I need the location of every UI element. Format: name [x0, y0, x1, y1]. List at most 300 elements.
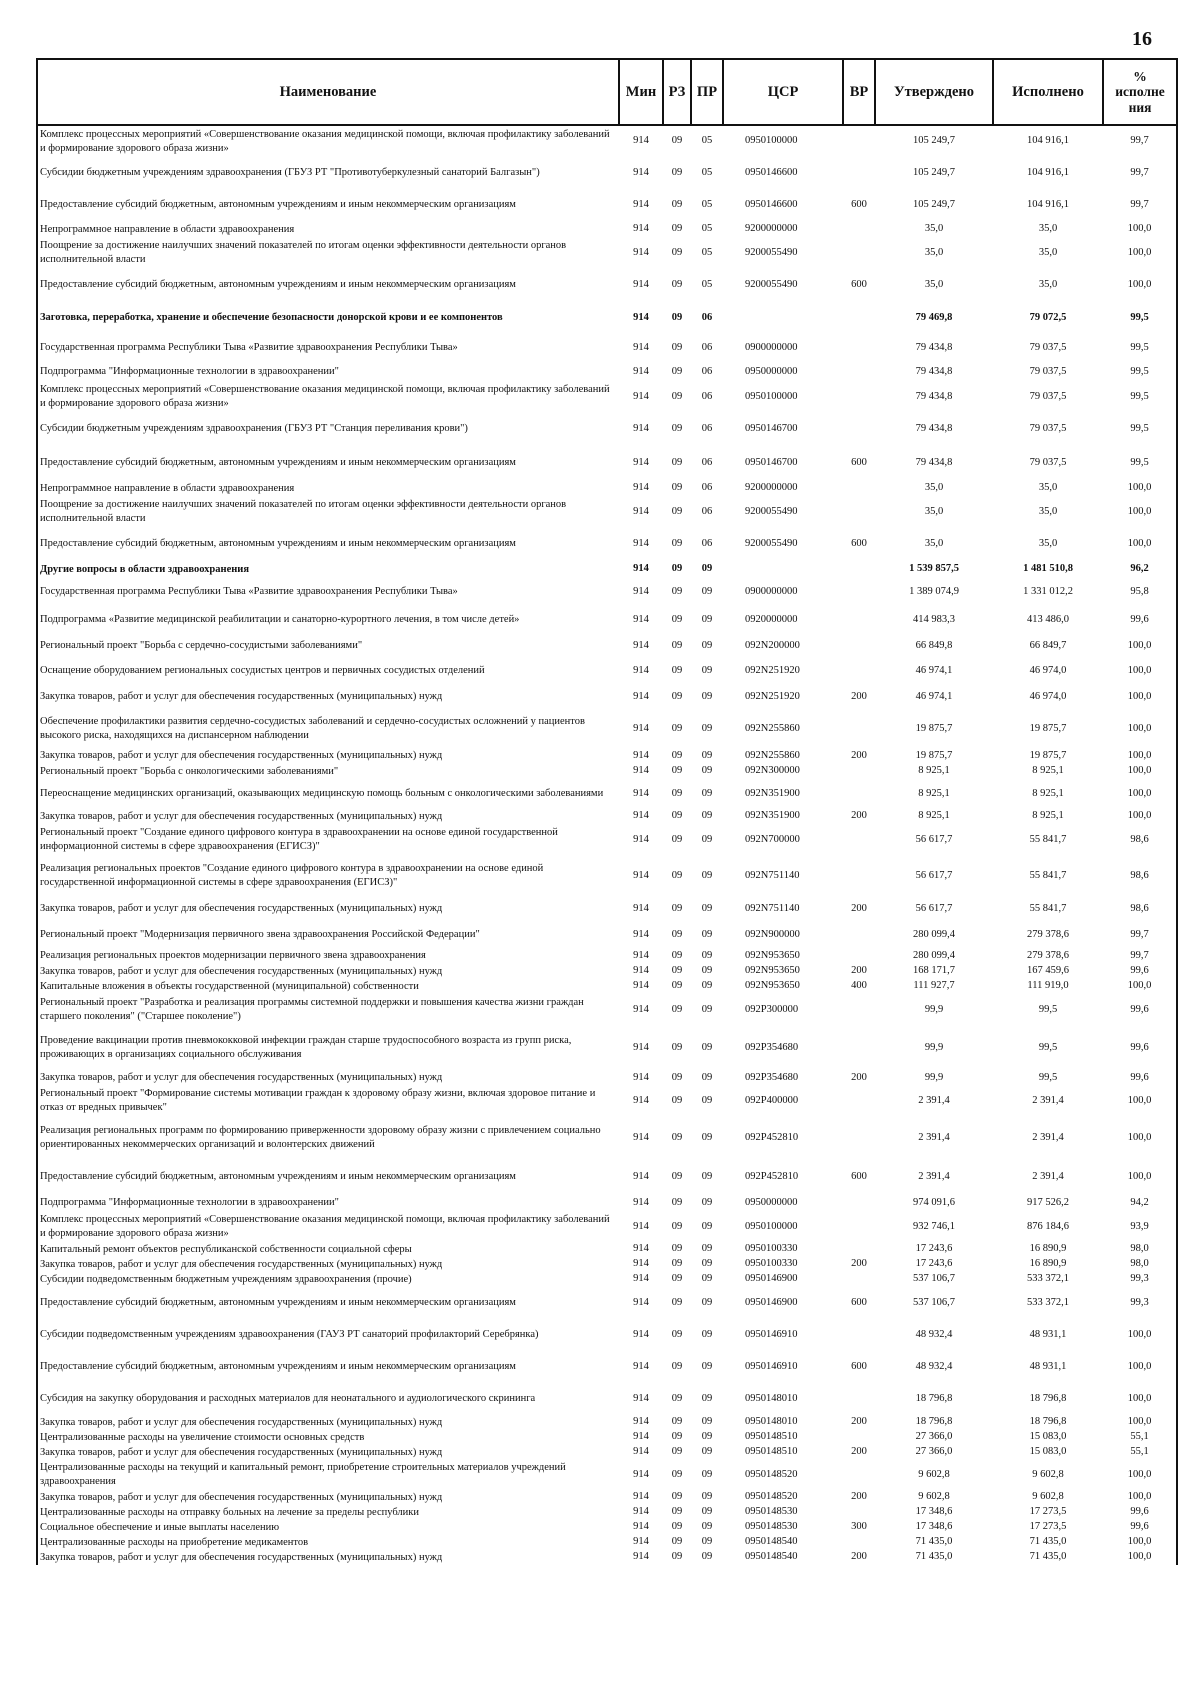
row-vr	[843, 1430, 875, 1445]
row-executed: 15 083,0	[1029, 1431, 1067, 1443]
row-name: Подпрограмма «Развитие медицинской реабилитации и санаторно-курортного лечения, в том числе детей»	[37, 606, 619, 634]
table-row	[37, 527, 1177, 561]
row-executed: 71 435,0	[1029, 1551, 1067, 1563]
row-percent: 99,6	[1103, 1070, 1177, 1086]
row-approved: 35,0	[924, 482, 944, 494]
row-percent: 100,0	[1103, 1319, 1177, 1351]
table-row	[37, 824, 1177, 856]
table-row	[37, 1505, 1177, 1520]
page-number: 16	[1132, 28, 1152, 50]
row-min: 914	[633, 135, 649, 147]
row-vr: 600	[851, 537, 867, 549]
row-executed: 79 037,5	[1029, 390, 1067, 402]
row-pr: 05	[701, 246, 713, 258]
row-pr: 09	[701, 928, 713, 940]
row-rz: 09	[671, 980, 683, 992]
row-executed: 8 925,1	[1032, 765, 1064, 777]
header-approved: Утверждено	[875, 59, 993, 125]
row-pr: 09	[701, 722, 713, 734]
row-rz: 09	[671, 1506, 683, 1518]
row-vr	[843, 994, 875, 1026]
row-csr: 0950146900	[745, 1296, 798, 1308]
table-row	[37, 994, 1177, 1026]
row-name: Региональный проект "Борьба с сердечно-сосудистыми заболеваниями"	[37, 634, 619, 658]
row-min: 914	[633, 1170, 649, 1182]
row-pr: 06	[701, 365, 713, 377]
row-rz: 09	[671, 1416, 683, 1428]
row-percent: 98,0	[1103, 1257, 1177, 1272]
row-name: Комплекс процессных мероприятий «Совершенствование оказания медицинской помощи, включая профилактику заболеваний и формирование здорового образа жизни»	[37, 1212, 619, 1242]
row-csr: 0950148530	[745, 1521, 798, 1533]
row-executed: 8 925,1	[1032, 787, 1064, 799]
row-csr: 0920000000	[745, 613, 798, 625]
row-vr	[843, 1272, 875, 1287]
row-pr: 09	[701, 1392, 713, 1404]
row-vr: 200	[851, 1446, 867, 1458]
row-executed: 111 919,0	[1027, 980, 1069, 992]
row-rz: 09	[671, 749, 683, 761]
row-approved: 46 974,1	[915, 664, 953, 676]
row-vr	[843, 497, 875, 527]
row-percent: 99,7	[1103, 157, 1177, 189]
row-pr: 09	[701, 1360, 713, 1372]
table-row	[37, 334, 1177, 362]
row-percent: 100,0	[1103, 979, 1177, 994]
table-row	[37, 1116, 1177, 1160]
row-executed: 55 841,7	[1029, 833, 1067, 845]
row-pr: 06	[701, 505, 713, 517]
row-pr: 09	[701, 1258, 713, 1270]
row-vr	[843, 1319, 875, 1351]
row-vr: 600	[851, 456, 867, 468]
row-executed: 16 890,9	[1029, 1243, 1067, 1255]
row-csr: 0950146600	[745, 166, 798, 178]
row-rz: 09	[671, 869, 683, 881]
row-csr: 092N751140	[745, 869, 800, 881]
row-percent: 100,0	[1103, 634, 1177, 658]
row-rz: 09	[671, 639, 683, 651]
table-row	[37, 362, 1177, 382]
row-min: 914	[633, 1094, 649, 1106]
row-csr: 0950146700	[745, 456, 798, 468]
row-percent: 99,6	[1103, 606, 1177, 634]
row-min: 914	[633, 949, 649, 961]
table-row	[37, 480, 1177, 497]
row-approved: 79 434,8	[915, 456, 953, 468]
row-pr: 09	[701, 1431, 713, 1443]
table-row	[37, 302, 1177, 334]
row-executed: 55 841,7	[1029, 869, 1067, 881]
row-vr: 200	[851, 902, 867, 914]
table-row	[37, 809, 1177, 824]
row-approved: 99,9	[924, 1041, 944, 1053]
row-vr: 200	[851, 1416, 867, 1428]
row-min: 914	[633, 869, 649, 881]
row-percent: 99,6	[1103, 994, 1177, 1026]
table-row	[37, 1415, 1177, 1430]
row-rz: 09	[671, 1328, 683, 1340]
row-percent: 99,3	[1103, 1287, 1177, 1319]
row-csr: 9200055490	[745, 505, 798, 517]
row-name: Подпрограмма "Информационные технологии в здравоохранении"	[37, 362, 619, 382]
table-row	[37, 578, 1177, 606]
row-name: Оснащение оборудованием региональных сосудистых центров и первичных сосудистых отделений	[37, 658, 619, 684]
row-executed: 9 602,8	[1032, 1468, 1064, 1480]
row-pr: 09	[701, 563, 713, 575]
row-pr: 09	[701, 613, 713, 625]
row-executed: 279 378,6	[1027, 949, 1069, 961]
row-percent: 100,0	[1103, 1086, 1177, 1116]
header-pr: ПР	[691, 59, 723, 125]
row-csr: 092P452810	[745, 1131, 799, 1143]
row-percent: 99,5	[1103, 334, 1177, 362]
row-vr: 200	[851, 1491, 867, 1503]
row-pr: 05	[701, 278, 713, 290]
row-percent: 99,5	[1103, 382, 1177, 412]
header-vr: ВР	[843, 59, 875, 125]
row-min: 914	[633, 1536, 649, 1548]
row-pr: 09	[701, 1170, 713, 1182]
row-percent: 99,7	[1103, 125, 1177, 157]
row-min: 914	[633, 278, 649, 290]
row-name: Переоснащение медицинских организаций, оказывающих медицинскую помощь больным с онкологическими заболеваниями	[37, 779, 619, 809]
row-vr	[843, 578, 875, 606]
row-pr: 05	[701, 198, 713, 210]
row-pr: 09	[701, 1446, 713, 1458]
table-row	[37, 1430, 1177, 1445]
row-csr: 092N300000	[745, 765, 800, 777]
row-vr	[843, 606, 875, 634]
row-min: 914	[633, 664, 649, 676]
table-row	[37, 268, 1177, 302]
row-min: 914	[633, 1243, 649, 1255]
row-rz: 09	[671, 949, 683, 961]
row-approved: 8 925,1	[918, 787, 950, 799]
table-header	[37, 59, 1177, 125]
row-rz: 09	[671, 1196, 683, 1208]
row-name: Предоставление субсидий бюджетным, автономным учреждениям и иным некоммерческим организациям	[37, 189, 619, 221]
row-percent: 100,0	[1103, 684, 1177, 710]
row-name: Централизованные расходы на увеличение стоимости основных средств	[37, 1430, 619, 1445]
table-row	[37, 1490, 1177, 1505]
row-name: Предоставление субсидий бюджетным, автономным учреждениям и иным некоммерческим организациям	[37, 1287, 619, 1319]
row-name: Реализация региональных программ по формированию приверженности здоровому образу жизни с привлечением социально ориентированных некоммерческих организаций и волонтерских движений	[37, 1116, 619, 1160]
row-vr	[843, 1460, 875, 1490]
row-approved: 414 983,3	[913, 613, 955, 625]
row-min: 914	[633, 456, 649, 468]
row-csr: 0950000000	[745, 1196, 798, 1208]
row-percent: 99,5	[1103, 302, 1177, 334]
row-vr: 200	[851, 1258, 867, 1270]
row-pr: 09	[701, 949, 713, 961]
row-pr: 09	[701, 1468, 713, 1480]
table-row	[37, 1287, 1177, 1319]
row-executed: 16 890,9	[1029, 1258, 1067, 1270]
row-csr: 092N351900	[745, 787, 800, 799]
row-approved: 168 171,7	[913, 965, 955, 977]
row-pr: 09	[701, 1416, 713, 1428]
row-vr: 200	[851, 749, 867, 761]
row-pr: 09	[701, 980, 713, 992]
row-name: Закупка товаров, работ и услуг для обеспечения государственных (муниципальных) нужд	[37, 1490, 619, 1505]
row-csr: 0950148520	[745, 1491, 798, 1503]
row-vr	[843, 561, 875, 578]
header-rz: РЗ	[663, 59, 691, 125]
row-approved: 35,0	[924, 505, 944, 517]
row-pr: 09	[701, 1041, 713, 1053]
row-percent: 93,9	[1103, 1212, 1177, 1242]
row-name: Подпрограмма "Информационные технологии в здравоохранении"	[37, 1194, 619, 1212]
row-executed: 99,5	[1038, 1041, 1058, 1053]
table-row	[37, 412, 1177, 446]
row-approved: 35,0	[924, 278, 944, 290]
row-rz: 09	[671, 1446, 683, 1458]
row-name: Государственная программа Республики Тыва «Развитие здравоохранения Республики Тыва»	[37, 578, 619, 606]
row-name: Проведение вакцинации против пневмококковой инфекции граждан старше трудоспособного возраста из групп риска, проживающих в организациях социального обслуживания	[37, 1026, 619, 1070]
row-name: Региональный проект "Создание единого цифрового контура в здравоохранении на основе единой государственной информационной системы в сфере здравоохранения (ЕГИСЗ)"	[37, 824, 619, 856]
row-percent: 100,0	[1103, 480, 1177, 497]
row-approved: 79 434,8	[915, 422, 953, 434]
row-vr	[843, 1116, 875, 1160]
table-row	[37, 1520, 1177, 1535]
row-name: Субсидии подведомственным учреждениям здравоохранения (ГАУЗ РТ санаторий профилакторий Серебрянка)	[37, 1319, 619, 1351]
row-pr: 09	[701, 810, 713, 822]
row-csr: 0950100330	[745, 1243, 798, 1255]
row-approved: 71 435,0	[915, 1536, 953, 1548]
row-vr: 600	[851, 1296, 867, 1308]
row-percent: 94,2	[1103, 1194, 1177, 1212]
header-percent-line3: ния	[1128, 99, 1152, 115]
table-row	[37, 238, 1177, 268]
table-row	[37, 1242, 1177, 1257]
row-pr: 05	[701, 135, 713, 147]
row-approved: 105 249,7	[913, 166, 955, 178]
header-csr: ЦСР	[723, 59, 843, 125]
row-executed: 533 372,1	[1027, 1273, 1069, 1285]
row-csr: 0950100000	[745, 135, 798, 147]
row-executed: 79 037,5	[1029, 456, 1067, 468]
row-pr: 06	[701, 311, 713, 323]
table-row	[37, 1212, 1177, 1242]
row-rz: 09	[671, 902, 683, 914]
row-rz: 09	[671, 563, 683, 575]
row-min: 914	[633, 810, 649, 822]
row-name: Централизованные расходы на отправку больных на лечение за пределы республики	[37, 1505, 619, 1520]
row-pr: 09	[701, 1071, 713, 1083]
row-executed: 876 184,6	[1027, 1220, 1069, 1232]
row-percent: 99,7	[1103, 948, 1177, 964]
row-csr: 092P400000	[745, 1094, 799, 1106]
row-min: 914	[633, 505, 649, 517]
row-executed: 917 526,2	[1027, 1196, 1069, 1208]
row-pr: 09	[701, 1506, 713, 1518]
row-approved: 9 602,8	[918, 1491, 950, 1503]
table-row	[37, 634, 1177, 658]
row-vr: 600	[851, 1170, 867, 1182]
row-pr: 09	[701, 1243, 713, 1255]
row-csr: 0900000000	[745, 341, 798, 353]
row-min: 914	[633, 1416, 649, 1428]
row-approved: 2 391,4	[918, 1170, 950, 1182]
row-vr: 600	[851, 278, 867, 290]
row-approved: 17 348,6	[915, 1521, 953, 1533]
table-row	[37, 1272, 1177, 1287]
row-approved: 8 925,1	[918, 810, 950, 822]
row-pr: 09	[701, 902, 713, 914]
row-approved: 17 243,6	[915, 1243, 953, 1255]
row-name: Заготовка, переработка, хранение и обеспечение безопасности донорской крови и ее компонентов	[37, 302, 619, 334]
row-percent: 99,6	[1103, 1026, 1177, 1070]
row-rz: 09	[671, 365, 683, 377]
row-name: Комплекс процессных мероприятий «Совершенствование оказания медицинской помощи, включая профилактику заболеваний и формирование здорового образа жизни»	[37, 382, 619, 412]
row-csr	[723, 561, 843, 578]
row-percent: 100,0	[1103, 1383, 1177, 1415]
row-percent: 100,0	[1103, 1415, 1177, 1430]
table-row	[37, 189, 1177, 221]
row-vr	[843, 480, 875, 497]
row-vr	[843, 362, 875, 382]
row-name: Закупка товаров, работ и услуг для обеспечения государственных (муниципальных) нужд	[37, 809, 619, 824]
row-rz: 09	[671, 456, 683, 468]
row-min: 914	[633, 1360, 649, 1372]
row-name: Закупка товаров, работ и услуг для обеспечения государственных (муниципальных) нужд	[37, 1257, 619, 1272]
row-vr: 200	[851, 690, 867, 702]
row-pr: 09	[701, 1551, 713, 1563]
row-csr: 0950146910	[745, 1328, 798, 1340]
row-vr	[843, 1535, 875, 1550]
table-row	[37, 979, 1177, 994]
row-min: 914	[633, 1296, 649, 1308]
row-approved: 105 249,7	[913, 135, 955, 147]
row-rz: 09	[671, 1131, 683, 1143]
table-row	[37, 1319, 1177, 1351]
row-executed: 2 391,4	[1032, 1131, 1064, 1143]
row-executed: 46 974,0	[1029, 664, 1067, 676]
row-name: Предоставление субсидий бюджетным, автономным учреждениям и иным некоммерческим организациям	[37, 527, 619, 561]
row-pr: 05	[701, 223, 713, 235]
table-row	[37, 964, 1177, 979]
row-approved: 9 602,8	[918, 1468, 950, 1480]
row-pr: 09	[701, 690, 713, 702]
row-min: 914	[633, 246, 649, 258]
row-executed: 35,0	[1038, 482, 1058, 494]
row-pr: 09	[701, 585, 713, 597]
row-vr: 600	[851, 1360, 867, 1372]
row-pr: 06	[701, 482, 713, 494]
row-executed: 99,5	[1038, 1003, 1058, 1015]
row-csr: 092N251920	[745, 664, 800, 676]
row-vr	[843, 1212, 875, 1242]
row-vr: 600	[851, 198, 867, 210]
row-min: 914	[633, 902, 649, 914]
row-rz: 09	[671, 1392, 683, 1404]
row-csr	[723, 302, 843, 334]
row-approved: 537 106,7	[913, 1273, 955, 1285]
row-approved: 35,0	[924, 223, 944, 235]
row-executed: 1 481 510,8	[1023, 563, 1073, 575]
row-csr: 0950100330	[745, 1258, 798, 1270]
row-csr: 092N751140	[745, 902, 800, 914]
row-csr: 092N900000	[745, 928, 800, 940]
row-name: Закупка товаров, работ и услуг для обеспечения государственных (муниципальных) нужд	[37, 748, 619, 764]
row-percent: 99,7	[1103, 189, 1177, 221]
row-percent: 99,5	[1103, 412, 1177, 446]
row-name: Поощрение за достижение наилучших значений показателей по итогам оценки эффективности деятельности органов исполнительной власти	[37, 497, 619, 527]
row-name: Региональный проект "Борьба с онкологическими заболеваниями"	[37, 764, 619, 779]
row-csr: 0950146700	[745, 422, 798, 434]
row-rz: 09	[671, 1003, 683, 1015]
row-min: 914	[633, 965, 649, 977]
table-row	[37, 1160, 1177, 1194]
table-row	[37, 1026, 1177, 1070]
row-percent: 100,0	[1103, 238, 1177, 268]
row-approved: 99,9	[924, 1003, 944, 1015]
row-rz: 09	[671, 537, 683, 549]
row-min: 914	[633, 223, 649, 235]
row-approved: 35,0	[924, 537, 944, 549]
row-csr: 0950148010	[745, 1392, 798, 1404]
row-rz: 09	[671, 613, 683, 625]
table-row	[37, 1535, 1177, 1550]
row-rz: 09	[671, 1551, 683, 1563]
row-executed: 15 083,0	[1029, 1446, 1067, 1458]
row-pr: 09	[701, 765, 713, 777]
table-row	[37, 221, 1177, 238]
row-csr: 9200000000	[745, 482, 798, 494]
row-min: 914	[633, 311, 649, 323]
row-min: 914	[633, 765, 649, 777]
table-row	[37, 382, 1177, 412]
row-rz: 09	[671, 1220, 683, 1232]
row-approved: 18 796,8	[915, 1416, 953, 1428]
table-row	[37, 1086, 1177, 1116]
row-min: 914	[633, 1131, 649, 1143]
row-executed: 48 931,1	[1029, 1360, 1067, 1372]
row-name: Субсидии бюджетным учреждениям здравоохранения (ГБУЗ РТ "Станция переливания крови")	[37, 412, 619, 446]
row-executed: 18 796,8	[1029, 1392, 1067, 1404]
row-min: 914	[633, 1392, 649, 1404]
row-rz: 09	[671, 1431, 683, 1443]
row-approved: 79 434,8	[915, 341, 953, 353]
row-csr: 092P300000	[745, 1003, 799, 1015]
row-name: Предоставление субсидий бюджетным, автономным учреждениям и иным некоммерческим организациям	[37, 268, 619, 302]
row-rz: 09	[671, 1536, 683, 1548]
row-vr	[843, 302, 875, 334]
row-min: 914	[633, 390, 649, 402]
row-name: Централизованные расходы на текущий и капитальный ремонт, приобретение строительных материалов учреждений здравоохранения	[37, 1460, 619, 1490]
row-min: 914	[633, 833, 649, 845]
row-min: 914	[633, 1491, 649, 1503]
row-vr	[843, 856, 875, 896]
row-approved: 71 435,0	[915, 1551, 953, 1563]
row-vr	[843, 125, 875, 157]
row-name: Централизованные расходы на приобретение медикаментов	[37, 1535, 619, 1550]
row-min: 914	[633, 1041, 649, 1053]
row-percent: 100,0	[1103, 748, 1177, 764]
row-vr	[843, 1505, 875, 1520]
row-rz: 09	[671, 722, 683, 734]
row-csr: 0950148510	[745, 1431, 798, 1443]
row-executed: 104 916,1	[1027, 166, 1069, 178]
row-percent: 100,0	[1103, 1460, 1177, 1490]
row-executed: 279 378,6	[1027, 928, 1069, 940]
row-min: 914	[633, 482, 649, 494]
row-approved: 1 539 857,5	[909, 563, 959, 575]
row-name: Предоставление субсидий бюджетным, автономным учреждениям и иным некоммерческим организациям	[37, 446, 619, 480]
header-min: Мин	[619, 59, 663, 125]
row-min: 914	[633, 928, 649, 940]
row-min: 914	[633, 166, 649, 178]
